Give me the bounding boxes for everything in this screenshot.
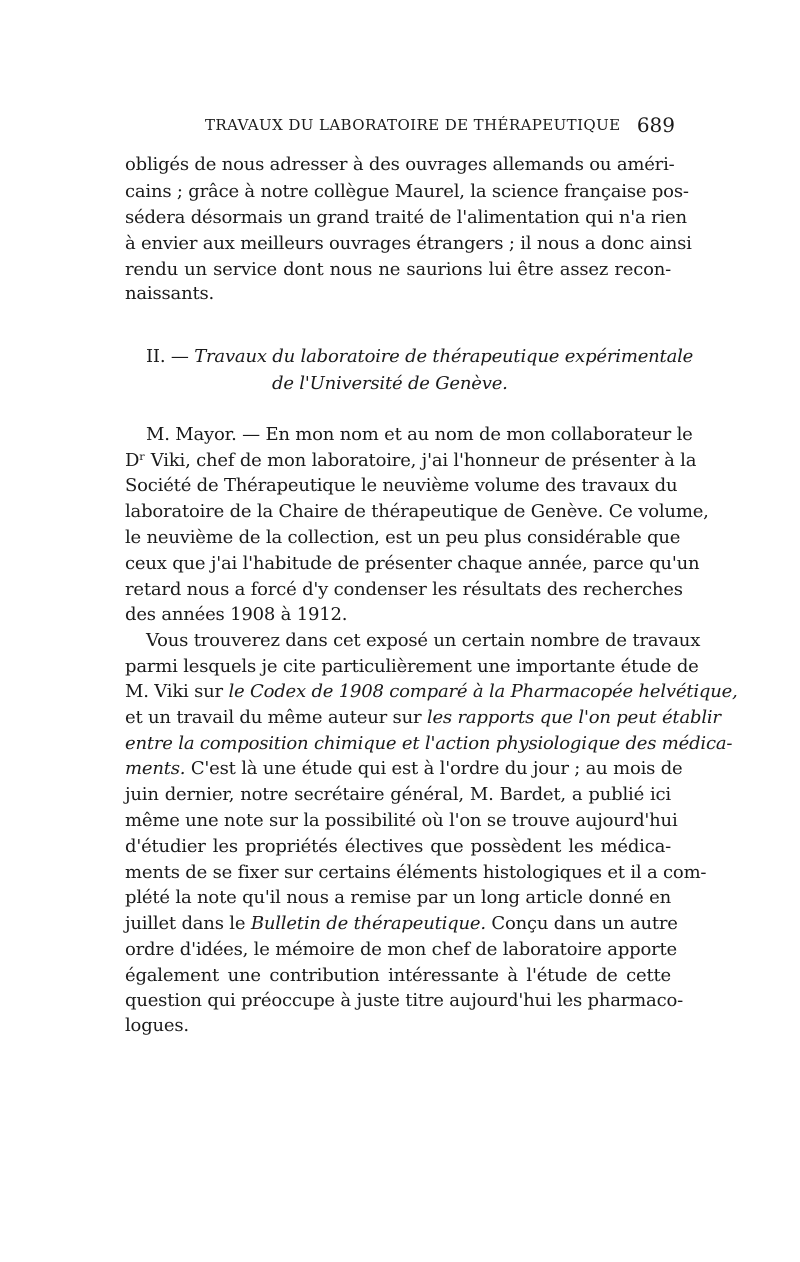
text-line: à envier aux meilleurs ouvrages étrangers ; il nous a donc ainsi bbox=[125, 233, 692, 254]
text-line: d'étudier les propriétés électives que possèdent les médica- bbox=[125, 836, 671, 857]
text-line: rendu un service dont nous ne saurions lui être assez recon- bbox=[125, 259, 671, 280]
section-number: II. — bbox=[146, 346, 189, 367]
text-line: le neuvième de la collection, est un peu plus considérable que bbox=[125, 527, 681, 548]
cited-title: le Codex de 1908 comparé à la Pharmacopée helvétique, bbox=[228, 681, 738, 702]
text-line: M. Mayor. — En mon nom et au nom de mon collaborateur le bbox=[146, 424, 693, 445]
text-line: Vous trouverez dans cet exposé un certain nombre de travaux bbox=[146, 630, 701, 651]
text-line: juin dernier, notre secrétaire général, M. Bardet, a publié ici bbox=[125, 784, 671, 805]
section-title-continued: de l'Université de Genève. bbox=[272, 373, 508, 394]
text-line: ceux que j'ai l'habitude de présenter chaque année, parce qu'un bbox=[125, 553, 700, 574]
text-line: naissants. bbox=[125, 283, 215, 304]
text-line: juillet dans le Bulletin de thérapeutique. Conçu dans un autre bbox=[125, 913, 678, 934]
text-line: question qui préoccupe à juste titre aujourd'hui les pharmaco- bbox=[125, 990, 683, 1011]
text-line: Dʳ Viki, chef de mon laboratoire, j'ai l'honneur de présenter à la bbox=[125, 450, 697, 471]
text-line: laboratoire de la Chaire de thérapeutique de Genève. Ce volume, bbox=[125, 501, 709, 522]
text-line: des années 1908 à 1912. bbox=[125, 604, 348, 625]
text-line: et un travail du même auteur sur les rapports que l'on peut établir bbox=[125, 707, 721, 728]
text-line: entre la composition chimique et l'action physiologique des médica- bbox=[125, 733, 733, 754]
text-line: plété la note qu'il nous a remise par un long article donné en bbox=[125, 887, 671, 908]
text-line: logues. bbox=[125, 1015, 189, 1036]
running-title: TRAVAUX DU LABORATOIRE DE THÉRAPEUTIQUE bbox=[205, 116, 621, 134]
text-line: M. Viki sur le Codex de 1908 comparé à la Pharmacopée helvétique, bbox=[125, 681, 738, 702]
running-header bbox=[205, 113, 675, 140]
cited-title: les rapports que l'on peut établir bbox=[426, 707, 721, 728]
section-heading bbox=[146, 346, 694, 367]
text-line: ordre d'idées, le mémoire de mon chef de laboratoire apporte bbox=[125, 939, 677, 960]
text-line: ments de se fixer sur certains éléments histologiques et il a com- bbox=[125, 862, 707, 883]
text-line: même une note sur la possibilité où l'on se trouve aujourd'hui bbox=[125, 810, 678, 831]
section-title: Travaux du laboratoire de thérapeutique expérimentale bbox=[194, 346, 694, 367]
text-line: Société de Thérapeutique le neuvième volume des travaux du bbox=[125, 475, 678, 496]
text-line: ments. C'est là une étude qui est à l'ordre du jour ; au mois de bbox=[125, 758, 683, 779]
text-line: parmi lesquels je cite particulièrement une importante étude de bbox=[125, 656, 699, 677]
text-line: cains ; grâce à notre collègue Maurel, la science française pos- bbox=[125, 181, 689, 202]
speaker-name: M. Mayor. bbox=[146, 424, 237, 445]
page-number: 689 bbox=[636, 113, 675, 137]
text-line: sédera désormais un grand traité de l'alimentation qui n'a rien bbox=[125, 207, 687, 228]
text-line: également une contribution intéressante à l'étude de cette bbox=[125, 965, 671, 986]
cited-title: Bulletin de thérapeutique. bbox=[250, 913, 486, 934]
text-line: retard nous a forcé d'y condenser les résultats des recherches bbox=[125, 579, 683, 600]
text-line: obligés de nous adresser à des ouvrages allemands ou améri- bbox=[125, 154, 675, 175]
